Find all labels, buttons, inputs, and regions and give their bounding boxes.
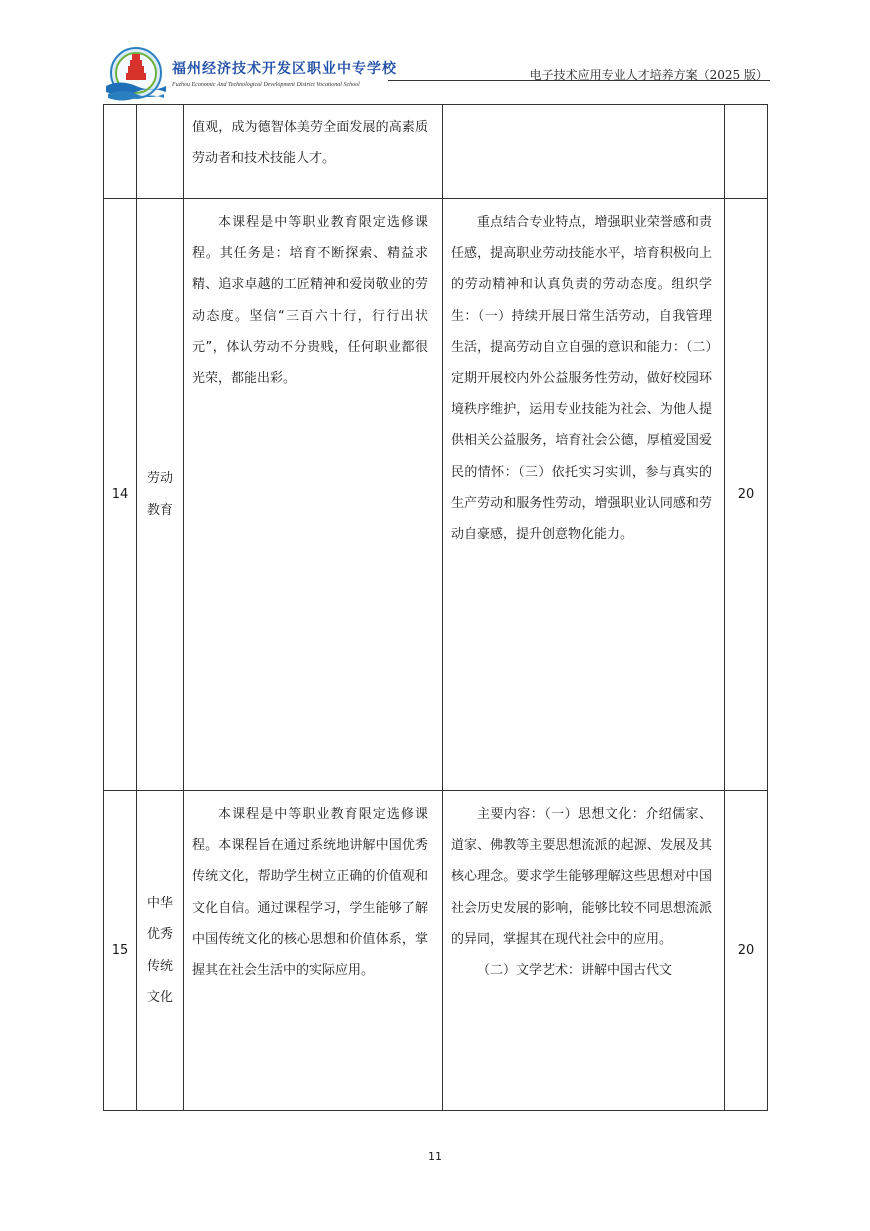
page-header: [104, 46, 770, 108]
table-row-15: [104, 791, 768, 1111]
school-name-cn: 福州经济技术开发区职业中专学校: [172, 61, 397, 77]
course-name: [137, 463, 183, 525]
course-objective-text: 值观，成为德智体美劳全面发展的高素质劳动者和技术技能人才。: [192, 120, 428, 167]
course-content-paragraph: 主要内容：（一）思想文化：介绍儒家、道家、佛教等主要思想流派的起源、发展及其核心理念。要求学生能够理解这些思想对中国社会历史发展的影响，能够比较不同思想流派的异同，掌握其在现代社会中的应用。: [451, 807, 712, 947]
course-name-line: 教育: [146, 502, 173, 518]
course-objective-text: 本课程是中等职业教育限定选修课程。本课程旨在通过系统地讲解中国优秀传统文化，帮助学生树立正确的价值观和文化自信。通过课程学习，学生能够了解中国传统文化的核心思想和价值体系，掌握其在社会生活中的实际应用。: [192, 807, 428, 979]
cell-course-objective: [184, 199, 443, 791]
document-title: 电子技术应用专业人才培养方案（2025 版）: [529, 68, 768, 82]
course-name: [137, 888, 183, 1013]
course-name-line: 传统: [146, 958, 173, 974]
school-name-en: Fuzhou Economic And Technological Development District Vocational School: [172, 82, 360, 88]
school-logo: [104, 46, 168, 104]
cell-hours: [725, 105, 768, 199]
course-name-line: 文化: [146, 989, 173, 1005]
cell-course-content: [443, 791, 725, 1111]
cell-hours: 20: [725, 199, 768, 791]
cell-number: 15: [104, 791, 137, 1111]
cell-course-content: [443, 199, 725, 791]
cell-course-objective: [184, 105, 443, 199]
course-name-line: 优秀: [146, 927, 173, 943]
header-divider: [388, 80, 770, 81]
cell-number: 14: [104, 199, 137, 791]
cell-course-objective: [184, 791, 443, 1111]
page-number: 11: [428, 1150, 442, 1163]
course-content-paragraph: （二）文学艺术：讲解中国古代文: [477, 963, 673, 979]
course-name-line: 中华: [146, 896, 173, 912]
cell-hours: 20: [725, 791, 768, 1111]
table-row-continued: [104, 105, 768, 199]
course-content-text: 重点结合专业特点，增强职业荣誉感和责任感，提高职业劳动技能水平，培育积极向上的劳动精神和认真负责的劳动态度。组织学生：（一）持续开展日常生活劳动，自我管理生活，提高劳动自立自强的意识和能力：（二）定期开展校内外公益服务性劳动，做好校园环境秩序维护，运用专业技能为社会、为他人提供相关公益服务，培育社会公德，厚植爱国爱民的情怀：（三）依托实习实训，参与真实的生产劳动和服务性劳动，增强职业认同感和劳动自豪感，提升创意物化能力。: [451, 215, 712, 543]
curriculum-table: [103, 104, 768, 1111]
cell-course-content: [443, 105, 725, 199]
course-objective-text: 本课程是中等职业教育限定选修课程。其任务是：培育不断探索、精益求精、追求卓越的工匠精神和爱岗敬业的劳动态度。坚信“三百六十行，行行出状元”，体认劳动不分贵贱，任何职业都很光荣，都能出彩。: [192, 215, 428, 387]
course-content-text: [443, 791, 724, 996]
course-name-line: 劳动: [146, 471, 173, 487]
cell-number: [104, 105, 137, 199]
table-row-14: [104, 199, 768, 791]
cell-course-name: [137, 199, 184, 791]
cell-course-name: [137, 105, 184, 199]
cell-course-name: [137, 791, 184, 1111]
